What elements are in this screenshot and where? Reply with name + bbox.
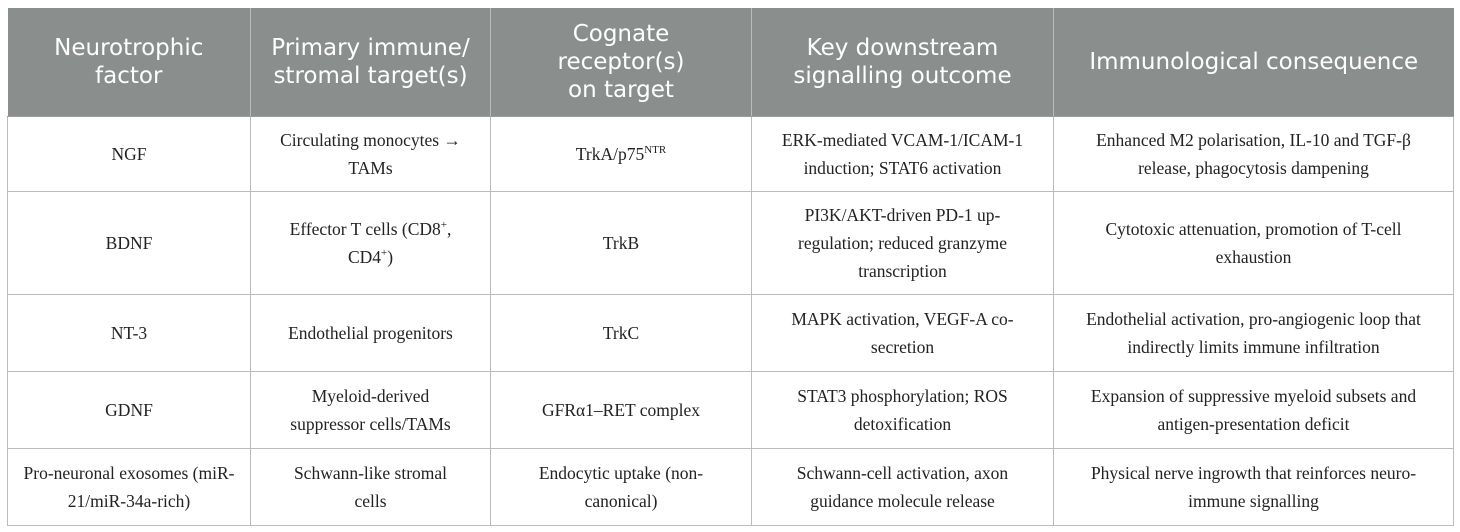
target-text: )	[387, 247, 394, 267]
cell-receptor: Endocytic uptake (non-canonical)	[491, 449, 752, 526]
header-neurotrophic-factor: Neurotrophic factor	[8, 8, 251, 117]
neurotrophic-factor-table	[7, 8, 1454, 526]
header-primary-target: Primary immune/ stromal target(s)	[251, 8, 491, 117]
cell-consequence: Enhanced M2 polarisation, IL-10 and TGF-β release, phagocytosis dampening	[1054, 117, 1454, 192]
cell-target: Circulating monocytes → TAMs	[251, 117, 491, 192]
header-cognate-receptor: Cognate receptor(s) on target	[491, 8, 752, 117]
table-row	[8, 192, 1454, 295]
table-row	[8, 372, 1454, 449]
target-superscript: +	[440, 219, 447, 231]
header-immunological-consequence: Immunological consequence	[1054, 8, 1454, 117]
cell-consequence: Expansion of suppressive myeloid subsets and antigen-presentation deficit	[1054, 372, 1454, 449]
receptor-text: TrkA/p75	[575, 144, 645, 164]
cell-receptor: TrkB	[491, 192, 752, 295]
cell-factor: Pro-neuronal exosomes (miR-21/miR-34a-rich)	[8, 449, 251, 526]
cell-receptor: TrkC	[491, 295, 752, 372]
cell-factor: GDNF	[8, 372, 251, 449]
cell-target: Endothelial progenitors	[251, 295, 491, 372]
cell-outcome: PI3K/AKT-driven PD-1 up-regulation; reduced granzyme transcription	[752, 192, 1054, 295]
cell-outcome: STAT3 phosphorylation; ROS detoxification	[752, 372, 1054, 449]
header-downstream-outcome: Key downstream signalling outcome	[752, 8, 1054, 117]
table-body	[8, 117, 1454, 526]
cell-factor: NGF	[8, 117, 251, 192]
target-superscript: +	[381, 247, 388, 259]
cell-consequence: Cytotoxic attenuation, promotion of T-cell exhaustion	[1054, 192, 1454, 295]
table-row	[8, 449, 1454, 526]
table-header	[8, 8, 1454, 117]
target-text: , CD4	[347, 219, 452, 267]
cell-consequence: Endothelial activation, pro-angiogenic loop that indirectly limits immune infiltration	[1054, 295, 1454, 372]
cell-factor: NT-3	[8, 295, 251, 372]
receptor-superscript: NTR	[644, 144, 667, 156]
cell-factor: BDNF	[8, 192, 251, 295]
cell-target	[251, 192, 491, 295]
table-row	[8, 117, 1454, 192]
cell-receptor: GFRα1–RET complex	[491, 372, 752, 449]
target-text: Effector T cells (CD8	[289, 219, 441, 239]
cell-target: Schwann-like stromal cells	[251, 449, 491, 526]
cell-receptor	[491, 117, 752, 192]
cell-outcome: MAPK activation, VEGF-A co-secretion	[752, 295, 1054, 372]
cell-consequence: Physical nerve ingrowth that reinforces neuro-immune signalling	[1054, 449, 1454, 526]
cell-target: Myeloid-derived suppressor cells/TAMs	[251, 372, 491, 449]
cell-outcome: Schwann-cell activation, axon guidance molecule release	[752, 449, 1054, 526]
cell-outcome: ERK-mediated VCAM-1/ICAM-1 induction; STAT6 activation	[752, 117, 1054, 192]
table-row	[8, 295, 1454, 372]
header-row	[8, 8, 1454, 117]
